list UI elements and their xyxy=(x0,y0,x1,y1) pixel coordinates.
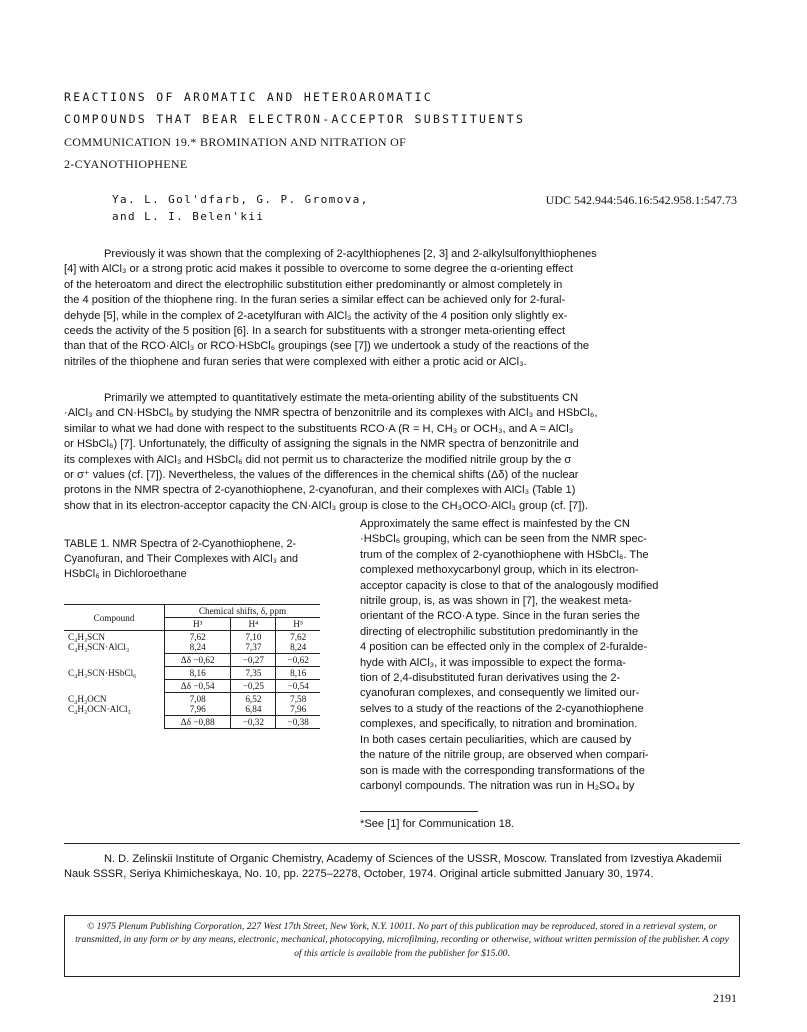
table-cell: 8,16 xyxy=(276,667,320,680)
table-row xyxy=(64,667,320,680)
udc-code: UDC 542.944:546.16:542.958.1:547.73 xyxy=(545,193,737,207)
table-cell: C₄H₃OCN C₄H₃OCN·AlCl₃ xyxy=(68,694,131,714)
text-line: tion of 2,4-disubstituted furan derivatives using the 2- xyxy=(360,672,621,685)
table-cell: −0,32 xyxy=(231,716,276,729)
intro-paragraph xyxy=(64,247,740,370)
table-cell: −0,25 xyxy=(231,680,276,693)
text-line: [4] with AlCl₃ or a strong protic acid makes it possible to overcome to some degree the α-orienting effect xyxy=(64,263,573,276)
table-cell: 7,62 8,24 xyxy=(276,631,320,654)
affiliation-note xyxy=(64,852,740,883)
text-line: 4 position can be effected only in the complex of 2-furalde- xyxy=(360,641,648,654)
text-line: Previously it was shown that the complexing of 2-acylthiophenes [2, 3] and 2-alkylsulfonylthiophenes xyxy=(104,248,597,260)
authors-line-2: and L. I. Belen'kii xyxy=(112,210,265,223)
footnote: *See [1] for Communication 18. xyxy=(360,818,515,830)
text-line: orientant of the RCO·A type. Since in the furan series the xyxy=(360,610,640,623)
table-cell: 7,35 xyxy=(231,667,276,680)
table-cell: 7,10 7,37 xyxy=(231,631,276,654)
article-subtitle-cont: 2-CYANOTHIOPHENE xyxy=(64,157,188,171)
text-line: dehyde [5], while in the complex of 2-acetylfuran with AlCl₃ the activity of the 4 position only slightly ex- xyxy=(64,309,568,322)
text-line: complexes, and specifically, to nitration and bromination. xyxy=(360,718,638,731)
article-title-line-1: REACTIONS OF AROMATIC AND HETEROAROMATIC xyxy=(64,90,433,104)
copyright-notice: © 1975 Plenum Publishing Corporation, 227 West 17th Street, New York, N.Y. 10011. No part of this publication may be reproduced, stored in a retrieval system, or transmitted, in any form or by any means, electronic, mechanical, photocopying, microfilming, recording or otherwise, without written permission of the publisher. A copy of this article is available from the publisher for $15.00. xyxy=(64,915,740,977)
text-line: its complexes with AlCl₃ and HSbCl₆ did not permit us to characterize the modified nitrile group by the σ xyxy=(64,453,572,466)
authors-line-1: Ya. L. Gol'dfarb, G. P. Gromova, xyxy=(112,193,369,206)
text-line: similar to what we had done with respect to the substituents RCO·A (R = H, CH₃ or OCH₃, and A = AlCl₃ xyxy=(64,422,574,435)
table-cell: 7,08 7,96 xyxy=(165,693,231,716)
nmr-table xyxy=(64,604,320,729)
table-cell: 6,52 6,84 xyxy=(231,693,276,716)
text-line: ceeds the activity of the 5 position [6]. In a search for substituents with a stronger meta-orienting effect xyxy=(64,325,566,338)
text-line: hyde with AlCl₃, it was impossible to expect the forma- xyxy=(360,656,626,669)
affiliation-divider xyxy=(64,843,740,844)
affiliation-text: N. D. Zelinskii Institute of Organic Chemistry, Academy of Sciences of the USSR, Moscow. Translated from Izvestiya Akademii Nauk SSSR, Seriya Khimicheskaya, No. 10, pp. 2275–2278, October, 1974. Original article submitted January 30, 1974. xyxy=(64,853,722,881)
text-line: show that in its electron-acceptor capacity the CN·AlCl₃ group is close to the CH₃OCO·AlCl₃ group (cf. [7]). xyxy=(64,499,589,512)
table-row xyxy=(64,654,320,667)
text-line: Primarily we attempted to quantitatively estimate the meta-orienting ability of the substituents CN xyxy=(104,392,579,404)
text-line: directing of electrophilic substitution predominantly in the xyxy=(360,625,639,638)
table-row xyxy=(64,680,320,693)
table-cell: C₄H₃SCN·HSbCl₆ xyxy=(68,668,137,678)
table-row xyxy=(64,693,320,716)
text-line: nitriles of the thiophene and furan series that were complexed with either a protic acid or AlCl₃. xyxy=(64,355,527,368)
table-cell: −0,54 xyxy=(276,680,320,693)
text-line: ·HSbCl₆ grouping, which can be seen from the NMR spec- xyxy=(360,533,647,546)
header-h5: H⁵ xyxy=(276,618,320,631)
text-line: acceptor capacity is close to that of the analogously modified xyxy=(360,579,659,592)
text-line: protons in the NMR spectra of 2-cyanothiophene, 2-cyanofuran, and their complexes with AlCl₃ (Table 1) xyxy=(64,484,576,497)
text-line: trum of the complex of 2-cyanothiophene with HSbCl₆. The xyxy=(360,548,649,561)
table-cell: Δδ −0,54 xyxy=(165,680,231,693)
text-line: son is made with the corresponding transformations of the xyxy=(360,764,645,777)
right-column-text xyxy=(360,517,738,794)
table-row xyxy=(64,631,320,654)
text-line: cyanofuran complexes, and consequently we limited our- xyxy=(360,687,640,700)
text-line: In both cases certain peculiarities, which are caused by xyxy=(360,733,632,746)
text-line: or HSbCl₆) [7]. Unfortunately, the difficulty of assigning the signals in the NMR spectra of benzonitrile and xyxy=(64,438,579,451)
text-line: nitrile group, is, as was shown in [7], the weakest meta- xyxy=(360,595,632,608)
table-cell: Δδ −0,62 xyxy=(165,654,231,667)
header-h4: H⁴ xyxy=(231,618,276,631)
text-line: carbonyl compounds. The nitration was run in H₂SO₄ by xyxy=(360,779,635,792)
table-cell: −0,62 xyxy=(276,654,320,667)
table-cell: 7,62 8,24 xyxy=(165,631,231,654)
text-line: complexed methoxycarbonyl group, which in its electron- xyxy=(360,564,639,577)
text-line: the 4 position of the thiophene ring. In the furan series a similar effect can be achieved only for 2-fural- xyxy=(64,294,566,307)
text-line: of the heteroatom and direct the electrophilic substitution either predominantly or almost completely in xyxy=(64,278,563,291)
table-cell xyxy=(64,654,165,667)
text-line: ·AlCl₃ and CN·HSbCl₆ by studying the NMR spectra of benzonitrile and its complexes with AlCl₃ and HSbCl₆, xyxy=(64,407,598,420)
table-row xyxy=(64,716,320,729)
table-cell: C₄H₃SCN C₄H₃SCN·AlCl₃ xyxy=(68,632,130,653)
body-paragraph-2 xyxy=(64,391,740,514)
table-caption: TABLE 1. NMR Spectra of 2-Cyanothiophene, 2-Cyanofuran, and Their Complexes with AlCl₃ and HSbCl₆ in Dichloroethane xyxy=(64,538,299,580)
table-cell: 8,16 xyxy=(165,667,231,680)
table-cell xyxy=(64,680,165,693)
header-chemical-shifts: Chemical shifts, δ, ppm xyxy=(165,605,321,618)
text-line: than that of the RCO·AlCl₃ or RCO·HSbCl₆ groupings (see [7]) we undertook a study of the reactions of the xyxy=(64,340,590,353)
text-line: the nature of the nitrile group, are observed when compari- xyxy=(360,749,649,762)
table-cell: Δδ −0,88 xyxy=(165,716,231,729)
text-line: or σ⁺ values (cf. [7]). Nevertheless, the values of the differences in the chemical shifts (Δδ) of the nuclear xyxy=(64,469,579,482)
page-number: 2191 xyxy=(713,991,737,1005)
header-h3: H³ xyxy=(165,618,231,631)
text-line: selves to a study of the reactions of the 2-cyanothiophene xyxy=(360,702,644,715)
article-title-line-2: COMPOUNDS THAT BEAR ELECTRON-ACCEPTOR SUBSTITUENTS xyxy=(64,112,526,126)
table-cell: −0,27 xyxy=(231,654,276,667)
header-compound: Compound xyxy=(64,605,165,631)
table-cell: 7,58 7,96 xyxy=(276,693,320,716)
table-cell: −0,38 xyxy=(276,716,320,729)
article-subtitle: COMMUNICATION 19.* BROMINATION AND NITRATION OF xyxy=(64,135,407,149)
table-cell xyxy=(64,716,165,729)
footnote-divider xyxy=(360,811,478,812)
text-line: Approximately the same effect is mainfested by the CN xyxy=(360,518,630,530)
